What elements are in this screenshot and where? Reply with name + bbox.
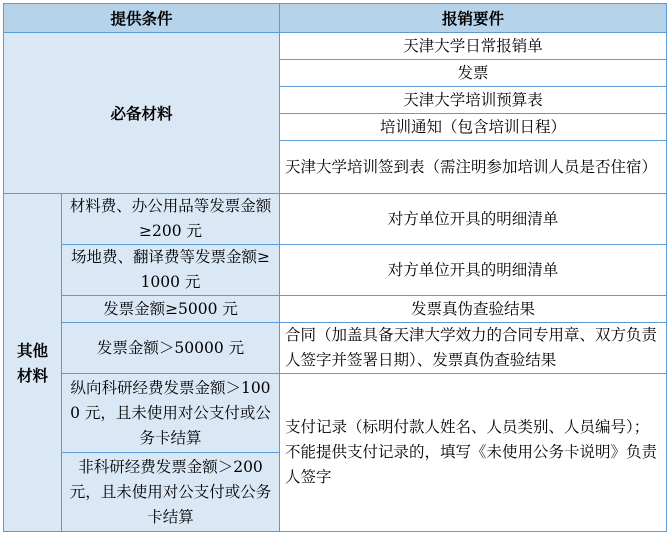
table-row bbox=[4, 296, 667, 323]
requirement-cell: 对方单位开具的明细清单 bbox=[280, 245, 667, 296]
table-row bbox=[4, 245, 667, 296]
required-item: 天津大学培训预算表 bbox=[280, 87, 667, 114]
table-row bbox=[4, 33, 667, 60]
table-row bbox=[4, 194, 667, 245]
condition-cell: 纵向科研经费发票金额＞1000 元，且未使用对公支付或公务卡结算 bbox=[62, 374, 280, 453]
required-item: 发票 bbox=[280, 60, 667, 87]
required-item: 培训通知（包含培训日程） bbox=[280, 114, 667, 141]
condition-cell: 场地费、翻译费等发票金额≥1000 元 bbox=[62, 245, 280, 296]
other-materials-label-line1: 其他 bbox=[16, 340, 48, 360]
requirement-cell: 合同（加盖具备天津大学效力的合同专用章、双方负责人签字并签署日期）、发票真伪查验结果 bbox=[280, 323, 667, 374]
condition-cell: 发票金额≥5000 元 bbox=[62, 296, 280, 323]
required-item: 天津大学培训签到表（需注明参加培训人员是否住宿） bbox=[280, 141, 667, 194]
header-requirements: 报销要件 bbox=[280, 4, 667, 33]
condition-cell: 发票金额＞50000 元 bbox=[62, 323, 280, 374]
required-materials-label: 必备材料 bbox=[4, 33, 280, 194]
header-row bbox=[4, 4, 667, 33]
reimbursement-table bbox=[3, 3, 667, 532]
condition-cell: 材料费、办公用品等发票金额≥200 元 bbox=[62, 194, 280, 245]
table-row bbox=[4, 323, 667, 374]
requirement-cell: 发票真伪查验结果 bbox=[280, 296, 667, 323]
required-item: 天津大学日常报销单 bbox=[280, 33, 667, 60]
requirement-cell: 支付记录（标明付款人姓名、人员类别、人员编号）；不能提供支付记录的，填写《未使用公务卡说明》负责人签字 bbox=[280, 374, 667, 532]
other-materials-label bbox=[4, 194, 62, 532]
requirement-cell: 对方单位开具的明细清单 bbox=[280, 194, 667, 245]
header-conditions: 提供条件 bbox=[4, 4, 280, 33]
table-row bbox=[4, 374, 667, 453]
other-materials-label-line2: 材料 bbox=[16, 365, 48, 385]
condition-cell: 非科研经费发票金额＞200 元，且未使用对公支付或公务卡结算 bbox=[62, 453, 280, 532]
